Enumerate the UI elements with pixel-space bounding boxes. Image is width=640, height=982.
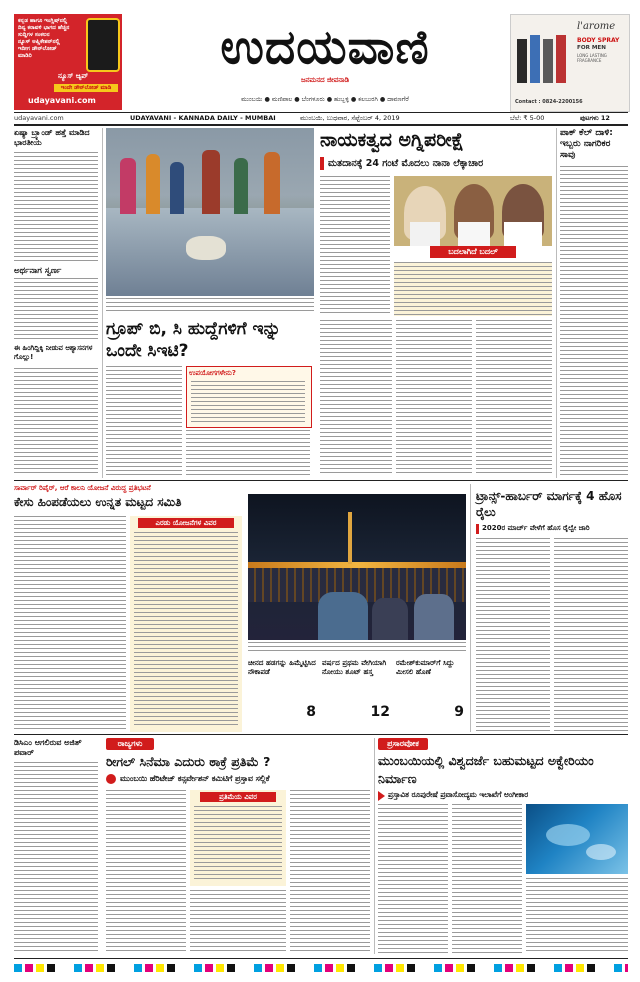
lead-photo[interactable] bbox=[106, 128, 314, 296]
band-rule-1 bbox=[14, 480, 628, 481]
teaser-1-page: 8 bbox=[306, 704, 316, 720]
editions-line: ಮುಂಬಯಿ ● ಮಣಿಪಾಲ ● ಬೆಂಗಳೂರು ● ಹುಬ್ಬಳ್ಳಿ ● ಕಲಬುರಗಿ ● ದಾವಣಗೆರೆ bbox=[241, 96, 409, 103]
teaser-3[interactable] bbox=[396, 658, 466, 720]
band-rule-2 bbox=[14, 734, 628, 735]
column-divider-4 bbox=[374, 738, 375, 954]
regal-body-3 bbox=[290, 790, 370, 954]
teaser-1-text: ಚೀನದ ಹಡಗನ್ನು ಹಿಮ್ಮೆಟ್ಟಿಸಿದ ನೌಕಾಪಡೆ bbox=[248, 658, 316, 676]
lead-box-body bbox=[394, 262, 552, 316]
group-col1 bbox=[106, 366, 182, 476]
group-box bbox=[186, 366, 312, 428]
lead-intro-body bbox=[320, 176, 390, 316]
folio-site[interactable]: udayavani.com bbox=[14, 114, 64, 122]
lead-photo-tag: ಬದಲಾಗಿದೆ ಬದಲ್ bbox=[430, 246, 516, 258]
folio-rule-top bbox=[14, 112, 628, 113]
lead-col3 bbox=[396, 320, 472, 476]
bridge-photo-caption bbox=[248, 642, 466, 654]
column-divider-3 bbox=[470, 484, 471, 732]
sun-body bbox=[14, 368, 98, 476]
pak-attack-headline[interactable]: ಪಾಕ್ ಕೆಲ್ ದಾಳಿ: ಇಬ್ಬರು ನಾಗರಿಕರ ಸಾವು bbox=[560, 128, 613, 160]
column-divider-1 bbox=[102, 128, 103, 478]
pak-attack-body bbox=[560, 166, 628, 476]
aqua-headline[interactable]: ಮುಂಬಯಿಯಲ್ಲಿ ವಿಶ್ವದರ್ಜೆ ಬಹುಮಟ್ಟದ ಅಕ್ವೇರಿಯಂ ನಿರ್ಮಾಣ bbox=[378, 753, 594, 786]
folio-price: ಬೆಲೆ: ₹ 5-00 bbox=[510, 114, 545, 122]
ad-brand: l'arome bbox=[577, 21, 616, 32]
regal-box-title: ಪ್ರತಿಮೆಯ ವಿವರ bbox=[200, 792, 276, 802]
footer-rule bbox=[14, 958, 628, 959]
group-col2 bbox=[186, 430, 310, 476]
kasa-headline[interactable]: ಕೇಸು ಹಿಂಪಡೆಯಲು ಉನ್ನತ ಮಟ್ಟದ ಸಮಿತಿ bbox=[14, 495, 182, 509]
regal-box bbox=[190, 790, 286, 886]
kasa-box-title: ಎರಡು ಯೋಜನೆಗಳ ವಿವರ bbox=[138, 518, 234, 528]
brand-story-headline[interactable]: ಏಷ್ಯಾ ಬ್ರ್ಯಾಂಡ್‌ ಹತ್ತೆ ಮಾಡಿದ ಭಾರತೀಯ bbox=[14, 128, 90, 147]
ajit-body bbox=[14, 762, 98, 954]
spray-bottles bbox=[515, 29, 573, 85]
lead-subhead-bar bbox=[320, 157, 324, 170]
ad-site: udayavani.com bbox=[28, 96, 96, 105]
phone-icon bbox=[86, 18, 120, 72]
nation-section-tag: ರಾಜ್ಯಗಳು bbox=[106, 738, 154, 750]
tagline: ಜನಮನದ ಜೀವನಾಡಿ bbox=[300, 76, 350, 84]
ad-contact: Contact : 0824-2200156 bbox=[515, 99, 583, 105]
right-masthead-ad[interactable] bbox=[510, 14, 630, 112]
kasa-body-1 bbox=[14, 516, 126, 732]
regal-subheadline: ಮುಂಬಯಿ ಹೆರಿಟೇಜ್ ಕನ್ಸರ್ವೇಶನ್ ಕಮಿಟಿಗೆ ಪ್ರಸ್ತಾವ ಸಲ್ಲಿಕೆ bbox=[120, 774, 270, 783]
ad-text: ಕನ್ನಡ ಹಾಗೂ ಇಂಗ್ಲಿಷ್‌ನಲ್ಲಿ ದಿನ್ಯ ಕರಾವಳಿ ಭಾಗದ ಹೆಚ್ಚಿನ ಸುದ್ದಿಗಳ ಸಂಕಲನ ನ್ಯೂಸ್‌ ಅಪ್ಲಿಕೇಶನ್‌ನಲ್ಲಿ ಇದೀಗ ಡೌನ್‌ಲೋಡ್ ಮಾಡಿರಿ bbox=[18, 18, 70, 59]
economy-body bbox=[14, 278, 98, 340]
teaser-3-text: ರಮೇಶ್‌ಕುಮಾರ್‌ಗೆ ಸಿದ್ದು ಮೀಸಲಿ ಹೊಣೆ bbox=[396, 658, 455, 676]
rail-subheadline: 2020ರ ಮಾರ್ಚ್ ವೇಳೆಗೆ ಹೊಸ ರೈಲ್ವೇ ಜಾರಿ bbox=[482, 524, 590, 532]
world-section-tag: ಪ್ರಸಾರವೋಕ bbox=[378, 738, 428, 750]
group-box-title: ಉಪಯೋಗಗಳೇನು? bbox=[189, 369, 236, 377]
ad-cta: ಇಂದೇ ಡೌನ್‌ಲೋಡ್ ಮಾಡಿ bbox=[54, 84, 118, 92]
rail-body-2 bbox=[554, 538, 628, 732]
economy-headline[interactable]: ಅರ್ಥನಾಗ ಸ್ವರ್ಣ bbox=[14, 266, 62, 276]
regal-sub-icon bbox=[106, 774, 116, 784]
aqua-body-1 bbox=[378, 804, 448, 954]
brand-story-body bbox=[14, 152, 98, 262]
ad-app-name: ನ್ಯೂಸ್ ಆ್ಯಪ್ bbox=[58, 72, 89, 80]
teaser-2-text: ವರ್ಷದ ಪ್ರಥಮ ವೇಗಿಯಾಗಿ ನೋಯು ಶೂಟ್ ಹಸ್ತ bbox=[322, 658, 387, 676]
folio-rule-bottom bbox=[14, 124, 628, 126]
politicians-photo[interactable] bbox=[394, 176, 552, 246]
rail-body-1 bbox=[476, 538, 550, 732]
teaser-3-page: 9 bbox=[454, 704, 464, 720]
lead-subheadline: ಮತದಾನಕ್ಕೆ 24 ಗಂಟೆ ಮೊದಲು ನಾನಾ ಲೆಕ್ಕಾಚಾರ bbox=[328, 158, 484, 169]
regal-body-2 bbox=[190, 890, 286, 954]
rail-subhead-bar bbox=[476, 524, 479, 534]
lead-photo-caption bbox=[106, 298, 314, 312]
bridge-night-photo[interactable] bbox=[248, 494, 466, 640]
ajit-headline[interactable]: ಡಿಸಿಎಂ ಆಗಲಿರುವ ಅಜಿತ್ ಪವಾರ್ bbox=[14, 738, 82, 757]
folio-date: ಮುಂಬಯಿ, ಬುಧವಾರ, ಸೆಪ್ಟೆಂಬರ್ 4, 2019 bbox=[300, 114, 400, 122]
aquarium-photo[interactable] bbox=[526, 804, 628, 874]
teaser-2-page: 12 bbox=[370, 704, 390, 720]
teaser-1[interactable] bbox=[248, 658, 318, 720]
ad-line3: LONG LASTING FRAGRANCE bbox=[577, 53, 607, 63]
rail-headline[interactable]: ಟ್ರಾನ್ಸ್-ಹಾರ್ಬರ್ ಮಾರ್ಗಕ್ಕೆ 4 ಹೊಸ ರೈಲು bbox=[476, 489, 622, 519]
left-masthead-ad[interactable] bbox=[14, 14, 122, 110]
folio-paper: UDAYAVANI - KANNADA DAILY - MUMBAI bbox=[130, 114, 276, 122]
ad-line1: BODY SPRAY bbox=[577, 37, 620, 44]
aqua-body-2 bbox=[452, 804, 522, 954]
lead-headline[interactable]: ನಾಯಕತ್ವದ ಅಗ್ನಿಪರೀಕ್ಷೆ bbox=[320, 129, 464, 151]
ad-line2: FOR MEN bbox=[577, 45, 606, 51]
kasa-box bbox=[130, 516, 242, 732]
column-divider-2 bbox=[556, 128, 557, 478]
folio-pages: ಪುಟಗಳು 12 bbox=[580, 114, 610, 122]
teaser-2[interactable] bbox=[322, 658, 392, 720]
aqua-subheadline: ಪ್ರಸ್ತಾವಿತ ರೂಪುರೇಷೆ ಪ್ರವಾಸೋದ್ಯಮ ಇಲಾಖೆಗೆ ಅಂಗೀಕಾರ bbox=[388, 790, 529, 799]
kasa-kicker: ಸಾರ್ವಾರ್ ರಿಪೈರ್, ಆರೆ ಕಾಲನಿ ಯೋಜನೆ ವಿರುದ್ಧ ಪ್ರತಿಭಟನೆ bbox=[14, 484, 151, 492]
newspaper-title: ಉದಯವಾಣಿ bbox=[220, 20, 430, 75]
regal-headline[interactable]: ರೀಗಲ್ ಸಿನೆಮಾ ಎದುರು ಠಾಕ್ರೆ ಪ್ರತಿಮೆ ? bbox=[106, 754, 271, 769]
color-register-strip bbox=[14, 964, 628, 972]
aqua-body-3 bbox=[526, 878, 628, 954]
aqua-sub-icon bbox=[378, 791, 385, 801]
sun-headline[interactable]: ಈ ಹಿಂಗಿದ್ದಿಕ್ಕಿ ನೀಡುವ ಆಶ್ಯಾಸನಗಳ ಗೊಲ್ಲು! bbox=[14, 344, 93, 361]
lead-col4 bbox=[476, 320, 552, 476]
regal-body-1 bbox=[106, 790, 186, 954]
lead-col2 bbox=[320, 320, 392, 476]
group-headline[interactable]: ಗ್ರೂಪ್ ಬಿ, ಸಿ ಹುದ್ದೆಗಳಿಗೆ ಇನ್ನು ಒಂದೇ ಸಿಇಟಿ? bbox=[106, 319, 281, 361]
